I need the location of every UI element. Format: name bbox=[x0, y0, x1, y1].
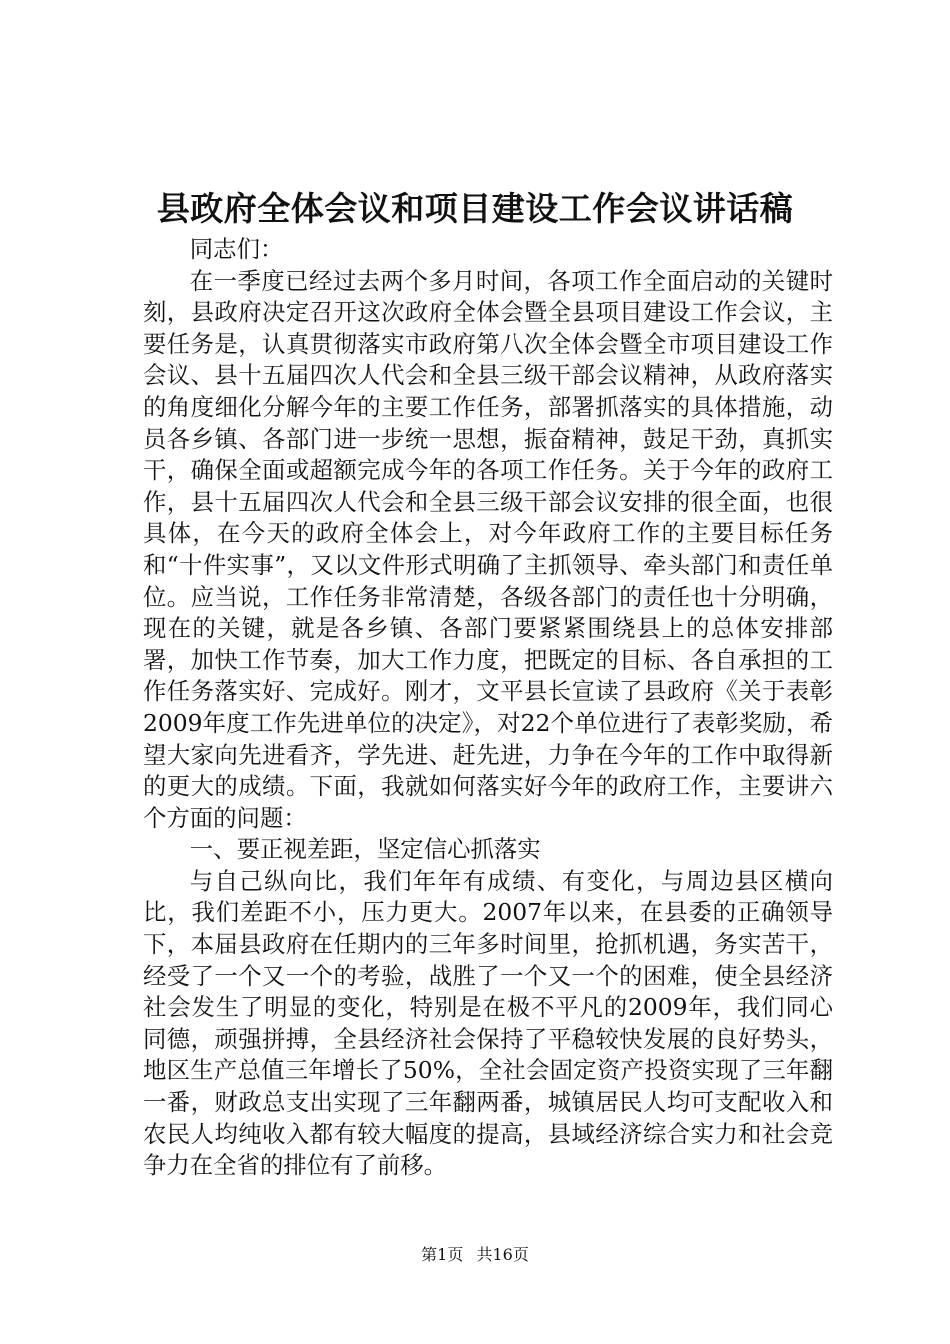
paragraph-section-1: 与自己纵向比，我们年年有成绩、有变化，与周边县区横向比，我们差距不小，压力更大。2007年以来，在县委的正确领导下，本届县政府在任期内的三年多时间里，抢抓机遇，务实苦干，经受了一个又一个的考验，战胜了一个又一个的困难，使全县经济社会发生了明显的变化，特别是在极不平凡的2009年，我们同心同德，顽强拼搏，全县经济社会保持了平稳较快发展的良好势头，地区生产总值三年增长了50%，全社会固定资产投资实现了三年翻一番，财政总支出实现了三年翻两番，城镇居民人均可支配收入和农民人均纯收入都有较大幅度的提高，县域经济综合实力和社会竞争力在全省的排位有了前移。 bbox=[143, 866, 833, 1180]
section-heading-1: 一、要正视差距，坚定信心抓落实 bbox=[189, 835, 541, 864]
salutation: 同志们： bbox=[189, 235, 284, 263]
page-number: 第1页 bbox=[421, 1245, 464, 1264]
document-body bbox=[143, 234, 833, 1182]
document-title: 县政府全体会议和项目建设工作会议讲话稿 bbox=[156, 189, 794, 228]
page-total: 共16页 bbox=[476, 1245, 529, 1264]
paragraph-intro: 在一季度已经过去两个多月时间，各项工作全面启动的关键时刻，县政府决定召开这次政府全体会暨全县项目建设工作会议，主要任务是，认真贯彻落实市政府第八次全体会暨全市项目建设工作会议、县十五届四次人代会和全县三级干部会议精神，从政府落实的角度细化分解今年的主要工作任务，部署抓落实的具体措施，动员各乡镇、各部门进一步统一思想，振奋精神，鼓足干劲，真抓实干，确保全面或超额完成今年的各项工作任务。关于今年的政府工作，县十五届四次人代会和全县三级干部会议安排的很全面，也很具体，在今天的政府全体会上，对今年政府工作的主要目标任务和“十件实事”，又以文件形式明确了主抓领导、牵头部门和责任单位。应当说，工作任务非常清楚，各级各部门的责任也十分明确，现在的关键，就是各乡镇、各部门要紧紧围绕县上的总体安排部署，加快工作节奏，加大工作力度，把既定的目标、各自承担的工作任务落实好、完成好。刚才，文平县长宣读了县政府《关于表彰2009年度工作先进单位的决定》，对22个单位进行了表彰奖励，希望大家向先进看齐，学先进、赶先进，力争在今年的工作中取得新的更大的成绩。下面，我就如何落实好今年的政府工作，主要讲六个方面的问题： bbox=[143, 266, 833, 832]
page-footer bbox=[0, 1244, 950, 1266]
